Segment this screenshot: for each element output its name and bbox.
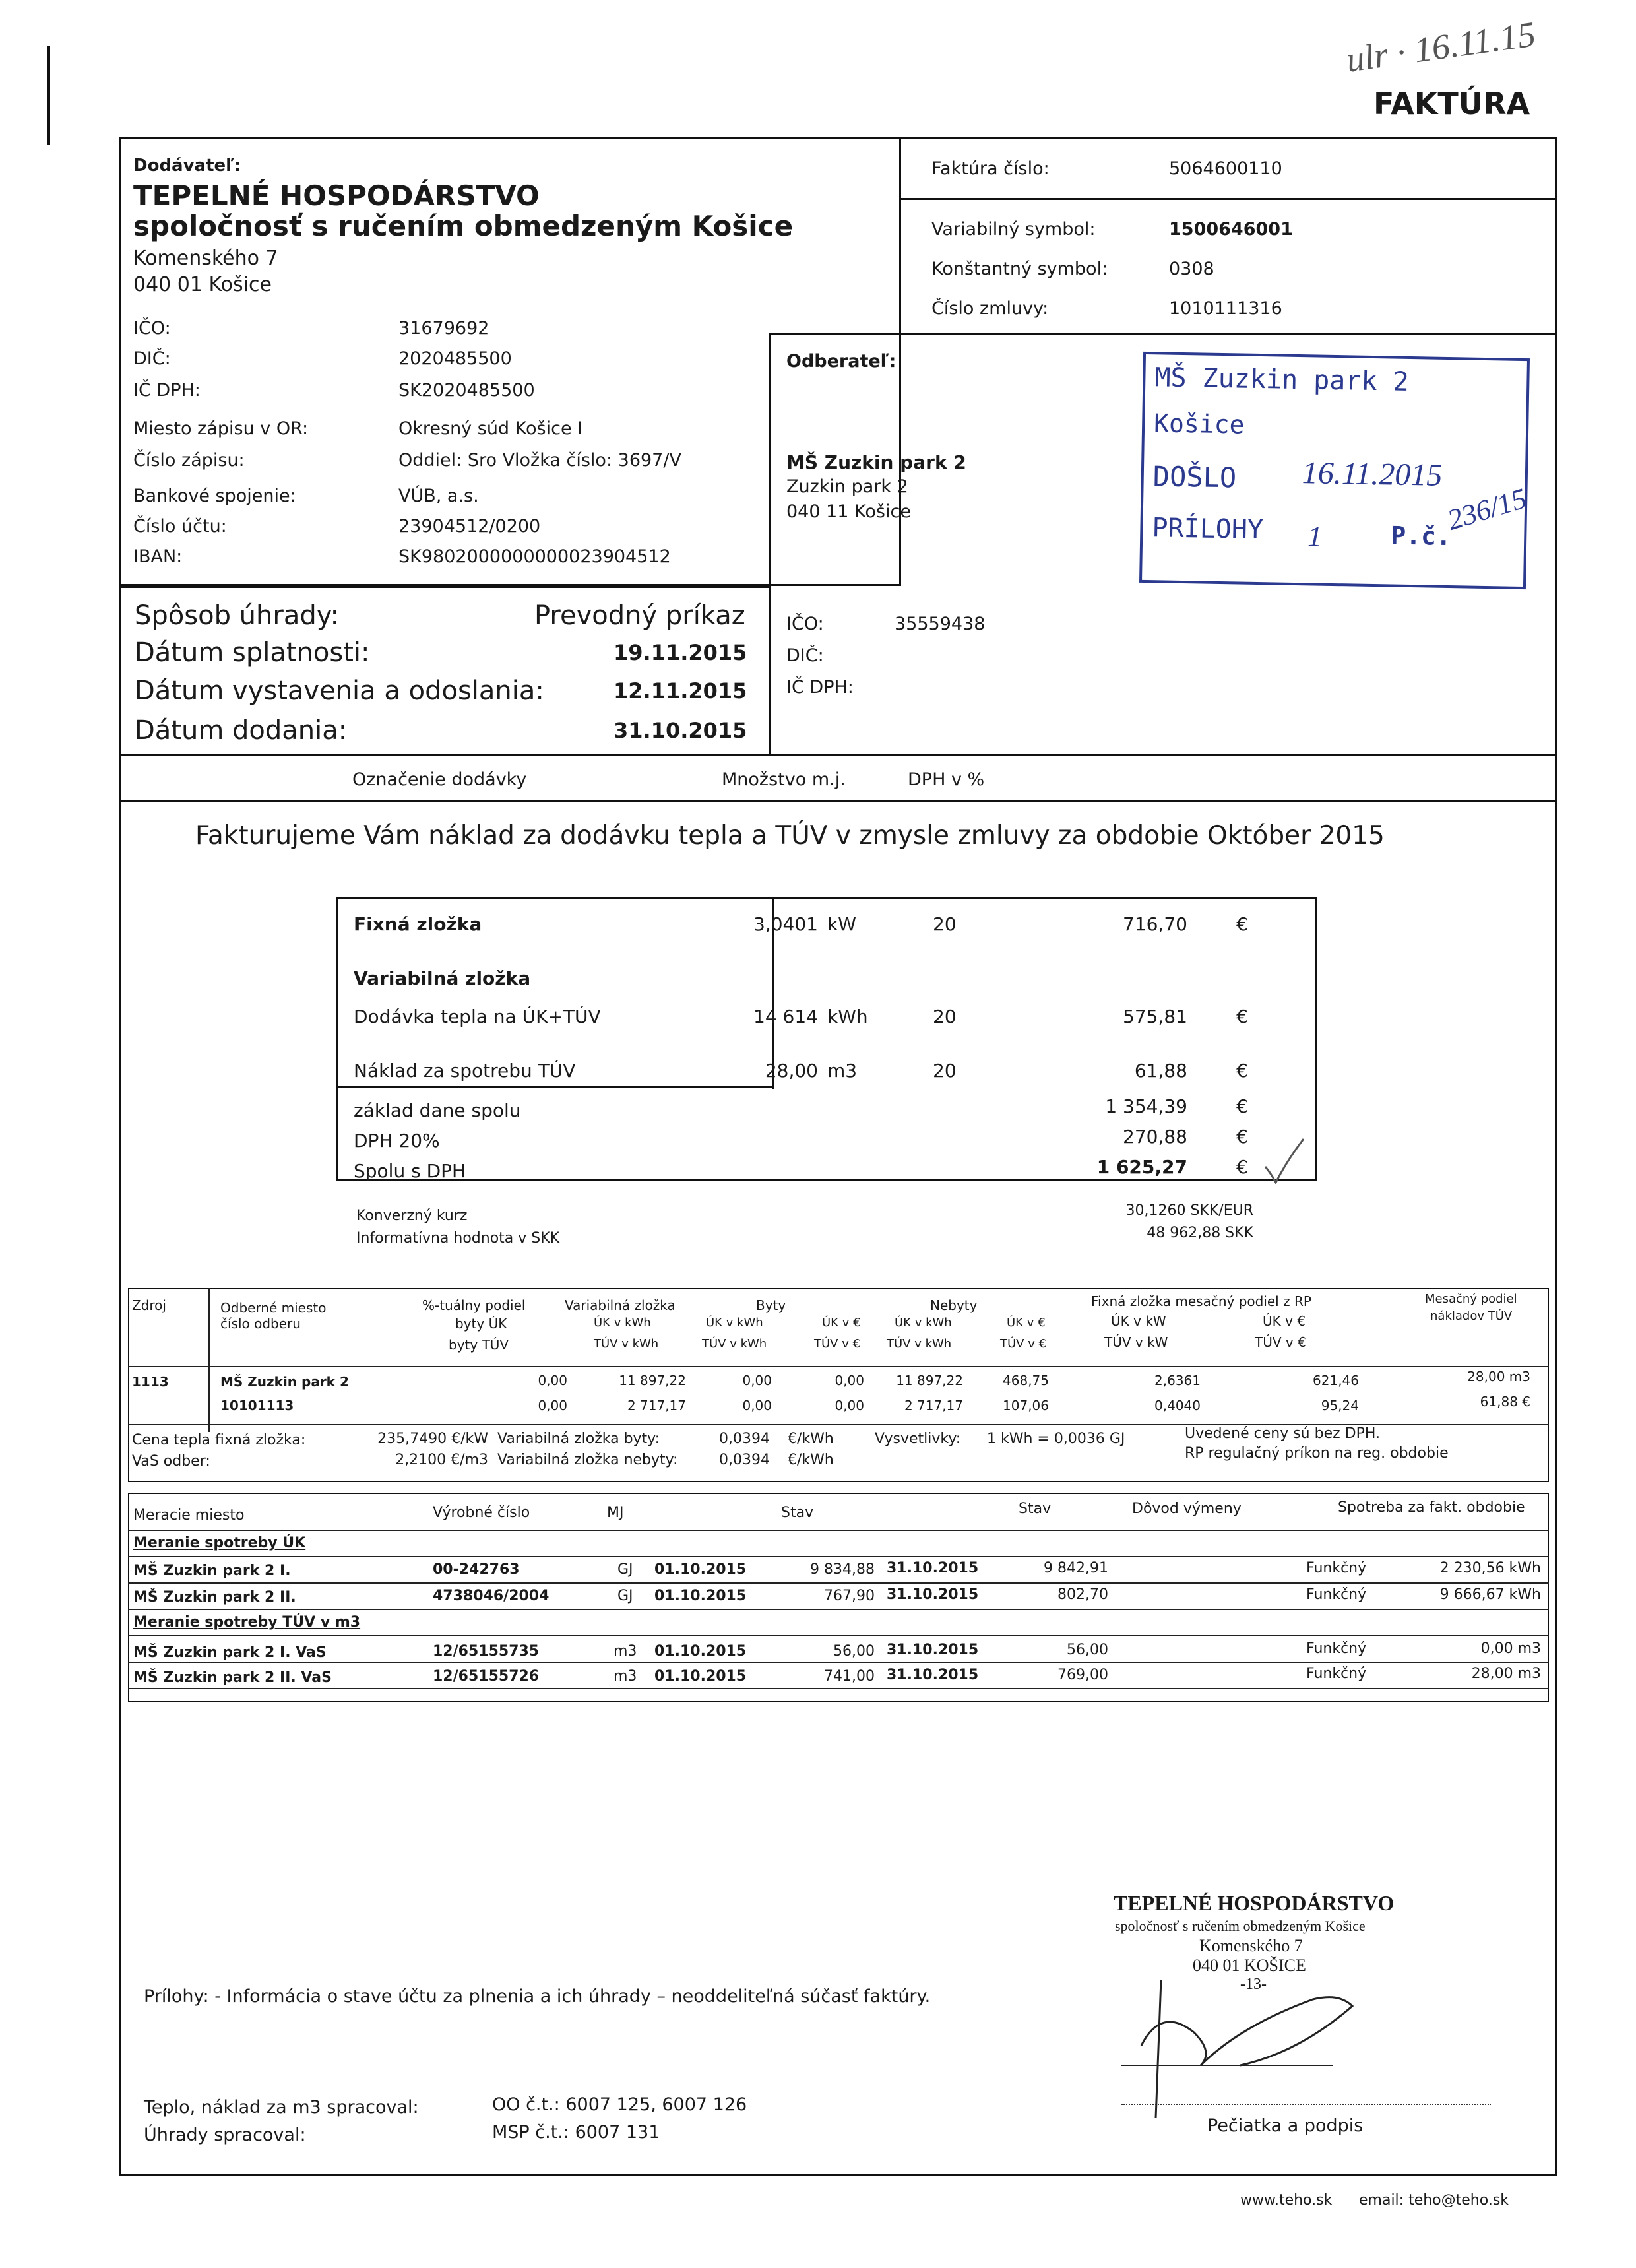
meter-row-state-2: 769,00 bbox=[1057, 1667, 1108, 1683]
stamp-pc-number: 236/15 bbox=[1443, 482, 1530, 536]
meter-section-water: Meranie spotreby TÚV v m3 bbox=[133, 1614, 361, 1631]
supplier-dic-label: DIČ: bbox=[133, 348, 171, 369]
heat-delivery-unit: kWh bbox=[827, 1006, 868, 1027]
currency: € bbox=[1236, 1006, 1248, 1027]
signature-dotted-line bbox=[1121, 2104, 1491, 2105]
heat-delivery-label: Dodávka tepla na ÚK+TÚV bbox=[354, 1006, 601, 1027]
dist-header-nonflats-uk: ÚK v kWh bbox=[895, 1316, 952, 1330]
variable-symbol: 1500646001 bbox=[1169, 219, 1293, 240]
dist-header-fixed-ukkw: ÚK v kW bbox=[1111, 1313, 1166, 1329]
dist-header-flats-uke: ÚK v € bbox=[822, 1316, 861, 1330]
meter-row-place: MŠ Zuzkin park 2 II. VaS bbox=[133, 1669, 332, 1686]
hot-water-unit: m3 bbox=[827, 1060, 858, 1082]
dist-row-nonflats-1: 2 717,17 bbox=[904, 1398, 963, 1413]
vas-value: 2,2100 €/m3 bbox=[395, 1452, 488, 1468]
dist-row-var: 11 897,22 bbox=[619, 1373, 686, 1388]
fixed-component-qty: 3,0401 bbox=[753, 913, 818, 935]
meter-header-state-2: Stav bbox=[1019, 1501, 1052, 1517]
meter-row-state-2: 802,70 bbox=[1057, 1586, 1108, 1603]
dist-header-flats: Byty bbox=[756, 1297, 786, 1313]
processed-payments-value: MSP č.t.: 6007 131 bbox=[492, 2122, 660, 2143]
dist-row-fixed-2: 621,46 bbox=[1313, 1373, 1359, 1388]
supplier-street: Komenského 7 bbox=[133, 247, 278, 270]
customer-name: MŠ Zuzkin park 2 bbox=[786, 451, 966, 473]
divider bbox=[769, 333, 771, 754]
col-label-quantity: Množstvo m.j. bbox=[722, 769, 846, 790]
delivery-date: 31.10.2015 bbox=[614, 718, 747, 743]
divider bbox=[128, 1582, 1549, 1584]
vas-label: VaS odber: bbox=[132, 1453, 210, 1470]
meter-row-place: MŠ Zuzkin park 2 I. bbox=[133, 1563, 291, 1579]
dist-row-place: MŠ Zuzkin park 2 bbox=[220, 1374, 349, 1390]
seal-city: 040 01 KOŠICE bbox=[1193, 1956, 1306, 1975]
meter-row-consumption: 2 230,56 kWh bbox=[1439, 1560, 1541, 1576]
meter-row-reason: Funkčný bbox=[1306, 1560, 1367, 1576]
signature bbox=[1115, 1966, 1392, 2125]
handwritten-note: ulr · 16.11.15 bbox=[1344, 14, 1538, 80]
divider bbox=[208, 1288, 210, 1432]
meter-section-heat: Meranie spotreby ÚK bbox=[133, 1535, 306, 1551]
processed-heat-value: OO č.t.: 6007 125, 6007 126 bbox=[492, 2094, 747, 2115]
heat-delivery-vat: 20 bbox=[933, 1006, 957, 1027]
dist-header-nonflats-tuve: TÚV v € bbox=[1000, 1337, 1047, 1351]
supplier-ico: 31679692 bbox=[398, 318, 489, 339]
dist-header-source: Zdroj bbox=[132, 1297, 166, 1313]
fixed-component-amount: 716,70 bbox=[1123, 913, 1187, 935]
meter-row-unit: m3 bbox=[614, 1643, 637, 1660]
dist-row-nonflats-1: 11 897,22 bbox=[896, 1373, 963, 1388]
tax-base-amount: 1 354,39 bbox=[1105, 1095, 1187, 1117]
meter-row-date-2: 31.10.2015 bbox=[887, 1667, 979, 1683]
margin-mark bbox=[47, 46, 50, 145]
dist-row-fixed-2: 95,24 bbox=[1321, 1398, 1359, 1413]
meter-row-date-1: 01.10.2015 bbox=[654, 1668, 747, 1685]
customer-street: Zuzkin park 2 bbox=[786, 476, 908, 497]
supplier-iban-label: IBAN: bbox=[133, 546, 183, 567]
col-label-designation: Označenie dodávky bbox=[352, 769, 527, 790]
legend-value: 1 kWh = 0,0036 GJ bbox=[987, 1431, 1125, 1447]
dist-row-flats-2: 0,00 bbox=[834, 1373, 864, 1388]
meter-row-date-2: 31.10.2015 bbox=[887, 1560, 979, 1576]
skk-value: 48 962,88 SKK bbox=[1147, 1225, 1253, 1241]
total-amount: 1 625,27 bbox=[1096, 1156, 1187, 1178]
seal-street: Komenského 7 bbox=[1199, 1936, 1303, 1955]
payment-method: Prevodný príkaz bbox=[534, 600, 745, 631]
dist-header-var-uk: ÚK v kWh bbox=[594, 1316, 651, 1330]
seal-number: -13- bbox=[1240, 1976, 1267, 1993]
fixed-component-label: Fixná zložka bbox=[354, 913, 482, 935]
note-prices-excl-vat: Uvedené ceny sú bez DPH. bbox=[1185, 1425, 1381, 1442]
meter-header-state-1: Stav bbox=[781, 1505, 814, 1521]
billing-intro: Fakturujeme Vám náklad za dodávku tepla a TÚV v zmysle zmluvy za obdobie Október 2015 bbox=[195, 821, 1385, 851]
currency: € bbox=[1236, 1060, 1248, 1082]
supplier-iban: SK9802000000000023904512 bbox=[398, 546, 671, 567]
meter-row-state-1: 767,90 bbox=[824, 1588, 875, 1604]
meter-row-serial: 00-242763 bbox=[433, 1561, 520, 1578]
meter-row-consumption: 0,00 m3 bbox=[1480, 1640, 1541, 1657]
dist-row-source: 1113 bbox=[132, 1374, 169, 1390]
dist-row-flats-1: 0,00 bbox=[742, 1373, 772, 1388]
issue-date: 12.11.2015 bbox=[614, 678, 747, 703]
meter-row-date-1: 01.10.2015 bbox=[654, 1588, 747, 1604]
legend-label: Vysvetlivky: bbox=[875, 1431, 961, 1447]
meter-row-reason: Funkčný bbox=[1306, 1666, 1367, 1682]
stamp-city: Košice bbox=[1153, 408, 1245, 439]
currency: € bbox=[1236, 1095, 1248, 1117]
meter-header-reason: Dôvod výmeny bbox=[1132, 1501, 1242, 1517]
divider bbox=[128, 1556, 1549, 1557]
dist-header-flats-tuv: TÚV v kWh bbox=[702, 1337, 767, 1351]
supplier-reg: Oddiel: Sro Vložka číslo: 3697/V bbox=[398, 450, 681, 470]
email: email: teho@teho.sk bbox=[1359, 2192, 1509, 2209]
divider bbox=[119, 586, 769, 588]
heat-delivery-qty: 14 614 bbox=[753, 1006, 818, 1027]
meter-header-unit: MJ bbox=[607, 1505, 624, 1521]
stamp-pc-label: P.č. bbox=[1390, 521, 1452, 552]
divider bbox=[128, 1366, 1549, 1367]
meter-header-place: Meracie miesto bbox=[133, 1507, 245, 1524]
price-fixed-label: Cena tepla fixná zložka: bbox=[132, 1432, 306, 1448]
checkmark bbox=[1261, 1135, 1307, 1188]
dist-row-place: 10101113 bbox=[220, 1398, 294, 1413]
variable-flats-label: Variabilná zložka byty: bbox=[497, 1431, 660, 1447]
delivery-date-label: Dátum dodania: bbox=[135, 715, 348, 746]
dist-header-var-tuv: TÚV v kWh bbox=[594, 1337, 659, 1351]
dist-header-variable: Variabilná zložka bbox=[565, 1297, 676, 1313]
dist-header-place: Odberné miesto bbox=[220, 1300, 327, 1316]
col-label-vat: DPH v % bbox=[908, 769, 985, 790]
supplier-or-label: Miesto zápisu v OR: bbox=[133, 418, 309, 439]
dist-header-monthly: Mesačný podiel bbox=[1425, 1292, 1517, 1306]
stamp-attachments: PRÍLOHY bbox=[1152, 513, 1264, 546]
dist-row-var: 2 717,17 bbox=[627, 1398, 686, 1413]
issue-date-label: Dátum vystavenia a odoslania: bbox=[135, 676, 544, 706]
constant-symbol: 0308 bbox=[1169, 259, 1214, 279]
meter-header-serial: Výrobné číslo bbox=[433, 1505, 530, 1521]
dist-row-share: 0,00 bbox=[538, 1373, 567, 1388]
hot-water-amount: 61,88 bbox=[1134, 1060, 1187, 1082]
meter-row-date-2: 31.10.2015 bbox=[887, 1586, 979, 1603]
invoice-number: 5064600110 bbox=[1169, 158, 1282, 179]
divider bbox=[336, 1086, 772, 1088]
meter-row-state-1: 56,00 bbox=[833, 1643, 875, 1660]
currency: € bbox=[1236, 913, 1248, 935]
meter-row-state-1: 741,00 bbox=[824, 1668, 875, 1685]
dist-header-fixed-uke: ÚK v € bbox=[1263, 1313, 1306, 1329]
exchange-rate-label: Konverzný kurz bbox=[356, 1208, 468, 1224]
skk-value-label: Informatívna hodnota v SKK bbox=[356, 1230, 560, 1247]
dist-header-fixed-tuvkw: TÚV v kW bbox=[1104, 1334, 1168, 1350]
divider bbox=[128, 1635, 1549, 1636]
dist-row-flats-1: 0,00 bbox=[742, 1398, 772, 1413]
dist-row-share: 0,00 bbox=[538, 1398, 567, 1413]
customer-dic-label: DIČ: bbox=[786, 645, 824, 666]
tax-base-label: základ dane spolu bbox=[354, 1099, 521, 1121]
customer-ico: 35559438 bbox=[895, 614, 986, 634]
divider bbox=[128, 1530, 1549, 1531]
supplier-name-1: TEPELNÉ HOSPODÁRSTVO bbox=[133, 179, 540, 212]
dist-header-fixed: Fixná zložka mesačný podiel z RP bbox=[1091, 1293, 1311, 1309]
dist-header-nonflats-tuv: TÚV v kWh bbox=[887, 1337, 952, 1351]
stamp-received: DOŠLO bbox=[1152, 460, 1237, 494]
customer-ico-label: IČO: bbox=[786, 614, 824, 634]
variable-component-label: Variabilná zložka bbox=[354, 967, 531, 989]
meter-row-consumption: 28,00 m3 bbox=[1471, 1666, 1541, 1682]
variable-symbol-label: Variabilný symbol: bbox=[931, 219, 1096, 240]
total-label: Spolu s DPH bbox=[354, 1160, 466, 1182]
processed-heat-label: Teplo, náklad za m3 spracoval: bbox=[144, 2097, 419, 2118]
hot-water-label: Náklad za spotrebu TÚV bbox=[354, 1060, 576, 1082]
variable-nonflats-value: 0,0394 bbox=[719, 1452, 770, 1468]
dist-row-monthly: 61,88 € bbox=[1480, 1394, 1530, 1409]
variable-flats-value: 0,0394 bbox=[719, 1431, 770, 1447]
meter-row-unit: GJ bbox=[617, 1588, 633, 1604]
stamp-attachments-count: 1 bbox=[1307, 520, 1323, 553]
dist-header-fixed-tuve: TÚV v € bbox=[1255, 1334, 1306, 1350]
supplier-ico-label: IČO: bbox=[133, 318, 171, 339]
divider bbox=[128, 1609, 1549, 1610]
supplier-or: Okresný súd Košice I bbox=[398, 418, 583, 439]
website: www.teho.sk bbox=[1240, 2192, 1333, 2209]
divider bbox=[769, 333, 1557, 335]
meter-row-reason: Funkčný bbox=[1306, 1586, 1367, 1603]
due-date: 19.11.2015 bbox=[614, 640, 747, 665]
meter-row-state-1: 9 834,88 bbox=[810, 1561, 875, 1578]
constant-symbol-label: Konštantný symbol: bbox=[931, 259, 1108, 279]
meter-row-reason: Funkčný bbox=[1306, 1640, 1367, 1657]
supplier-bank-label: Bankové spojenie: bbox=[133, 486, 296, 506]
contract-number: 1010111316 bbox=[1169, 298, 1282, 319]
seal-legal-form: spoločnosť s ručením obmedzeným Košice bbox=[1115, 1918, 1366, 1934]
dist-header-flats-uk: ÚK v kWh bbox=[706, 1316, 763, 1330]
dist-header-nonflats: Nebyty bbox=[930, 1297, 978, 1313]
meter-row-place: MŠ Zuzkin park 2 I. VaS bbox=[133, 1644, 327, 1661]
meter-row-place: MŠ Zuzkin park 2 II. bbox=[133, 1589, 296, 1605]
divider bbox=[119, 800, 1557, 802]
divider bbox=[128, 1688, 1549, 1689]
note-rp: RP regulačný príkon na reg. obdobie bbox=[1185, 1445, 1449, 1462]
supplier-reg-label: Číslo zápisu: bbox=[133, 450, 245, 470]
payment-method-label: Spôsob úhrady: bbox=[135, 600, 339, 631]
meter-row-unit: m3 bbox=[614, 1668, 637, 1685]
heat-delivery-amount: 575,81 bbox=[1123, 1006, 1187, 1027]
supplier-account: 23904512/0200 bbox=[398, 516, 541, 536]
supplier-caption: Dodávateľ: bbox=[133, 156, 241, 176]
variable-flats-unit: €/kWh bbox=[788, 1431, 834, 1447]
customer-city: 040 11 Košice bbox=[786, 502, 911, 522]
meter-row-consumption: 9 666,67 kWh bbox=[1439, 1586, 1541, 1603]
hot-water-vat: 20 bbox=[933, 1060, 957, 1082]
vat-amount: 270,88 bbox=[1123, 1126, 1187, 1148]
dist-header-flats-tuve: TÚV v € bbox=[814, 1337, 861, 1351]
attachments-note: Prílohy: - Informácia o stave účtu za plnenia a ich úhrady – neoddeliteľná súčasť faktúry. bbox=[144, 1986, 931, 2007]
supplier-city: 040 01 Košice bbox=[133, 273, 272, 296]
price-fixed-value: 235,7490 €/kW bbox=[377, 1431, 488, 1447]
dist-row-monthly: 28,00 m3 bbox=[1467, 1369, 1530, 1384]
meter-row-unit: GJ bbox=[617, 1561, 633, 1578]
meter-row-serial: 12/65155735 bbox=[433, 1643, 540, 1660]
meter-row-serial: 4738046/2004 bbox=[433, 1588, 550, 1604]
dist-row-flats-2: 0,00 bbox=[834, 1398, 864, 1413]
divider bbox=[128, 1662, 1549, 1663]
supplier-bank: VÚB, a.s. bbox=[398, 486, 479, 506]
meter-row-state-2: 56,00 bbox=[1067, 1642, 1108, 1658]
dist-header-share-tuv: byty TÚV bbox=[449, 1337, 509, 1353]
divider bbox=[119, 754, 1557, 756]
dist-header-nonflats-uke: ÚK v € bbox=[1007, 1316, 1046, 1330]
dist-header-share-uk: byty ÚK bbox=[455, 1316, 507, 1332]
meter-row-date-2: 31.10.2015 bbox=[887, 1642, 979, 1658]
processed-payments-label: Úhrady spracoval: bbox=[144, 2125, 306, 2145]
due-date-label: Dátum splatnosti: bbox=[135, 637, 370, 668]
supplier-icdph-label: IČ DPH: bbox=[133, 380, 201, 401]
fixed-component-unit: kW bbox=[827, 913, 856, 935]
dist-row-fixed-1: 2,6361 bbox=[1154, 1373, 1201, 1388]
dist-header-monthly-tuv: nákladov TÚV bbox=[1430, 1309, 1513, 1323]
customer-caption: Odberateľ: bbox=[786, 351, 897, 372]
dist-row-fixed-1: 0,4040 bbox=[1154, 1398, 1201, 1413]
document-title: FAKTÚRA bbox=[1373, 86, 1530, 121]
exchange-rate-value: 30,1260 SKK/EUR bbox=[1125, 1202, 1253, 1219]
meter-row-serial: 12/65155726 bbox=[433, 1668, 540, 1685]
meter-header-consumption: Spotreba za fakt. obdobie bbox=[1338, 1499, 1525, 1516]
contract-number-label: Číslo zmluvy: bbox=[931, 298, 1049, 319]
meter-row-date-1: 01.10.2015 bbox=[654, 1643, 747, 1660]
divider bbox=[901, 198, 1557, 200]
dist-row-nonflats-2: 468,75 bbox=[1003, 1373, 1049, 1388]
received-stamp bbox=[1139, 352, 1530, 589]
variable-nonflats-unit: €/kWh bbox=[788, 1452, 834, 1468]
currency: € bbox=[1236, 1126, 1248, 1148]
supplier-dic: 2020485500 bbox=[398, 348, 512, 369]
dist-row-nonflats-2: 107,06 bbox=[1003, 1398, 1049, 1413]
seal-company: TEPELNÉ HOSPODÁRSTVO bbox=[1114, 1891, 1395, 1915]
hot-water-qty: 28,00 bbox=[765, 1060, 818, 1082]
invoice-number-label: Faktúra číslo: bbox=[931, 158, 1050, 179]
vat-label: DPH 20% bbox=[354, 1130, 440, 1151]
fixed-component-vat: 20 bbox=[933, 913, 957, 935]
supplier-account-label: Číslo účtu: bbox=[133, 516, 227, 536]
stamp-customer: MŠ Zuzkin park 2 bbox=[1154, 362, 1410, 397]
dist-header-share: %-tuálny podiel bbox=[422, 1297, 526, 1313]
customer-icdph-label: IČ DPH: bbox=[786, 677, 854, 697]
stamp-date: 16.11.2015 bbox=[1302, 455, 1443, 493]
dist-header-number: číslo odberu bbox=[220, 1316, 301, 1332]
supplier-icdph: SK2020485500 bbox=[398, 380, 535, 401]
meter-row-state-2: 9 842,91 bbox=[1044, 1560, 1108, 1576]
supplier-name-2: spoločnosť s ručením obmedzeným Košice bbox=[133, 210, 794, 242]
variable-nonflats-label: Variabilná zložka nebyty: bbox=[497, 1452, 678, 1468]
signature-label: Pečiatka a podpis bbox=[1207, 2116, 1364, 2136]
currency: € bbox=[1236, 1156, 1248, 1178]
meter-row-date-1: 01.10.2015 bbox=[654, 1561, 747, 1578]
